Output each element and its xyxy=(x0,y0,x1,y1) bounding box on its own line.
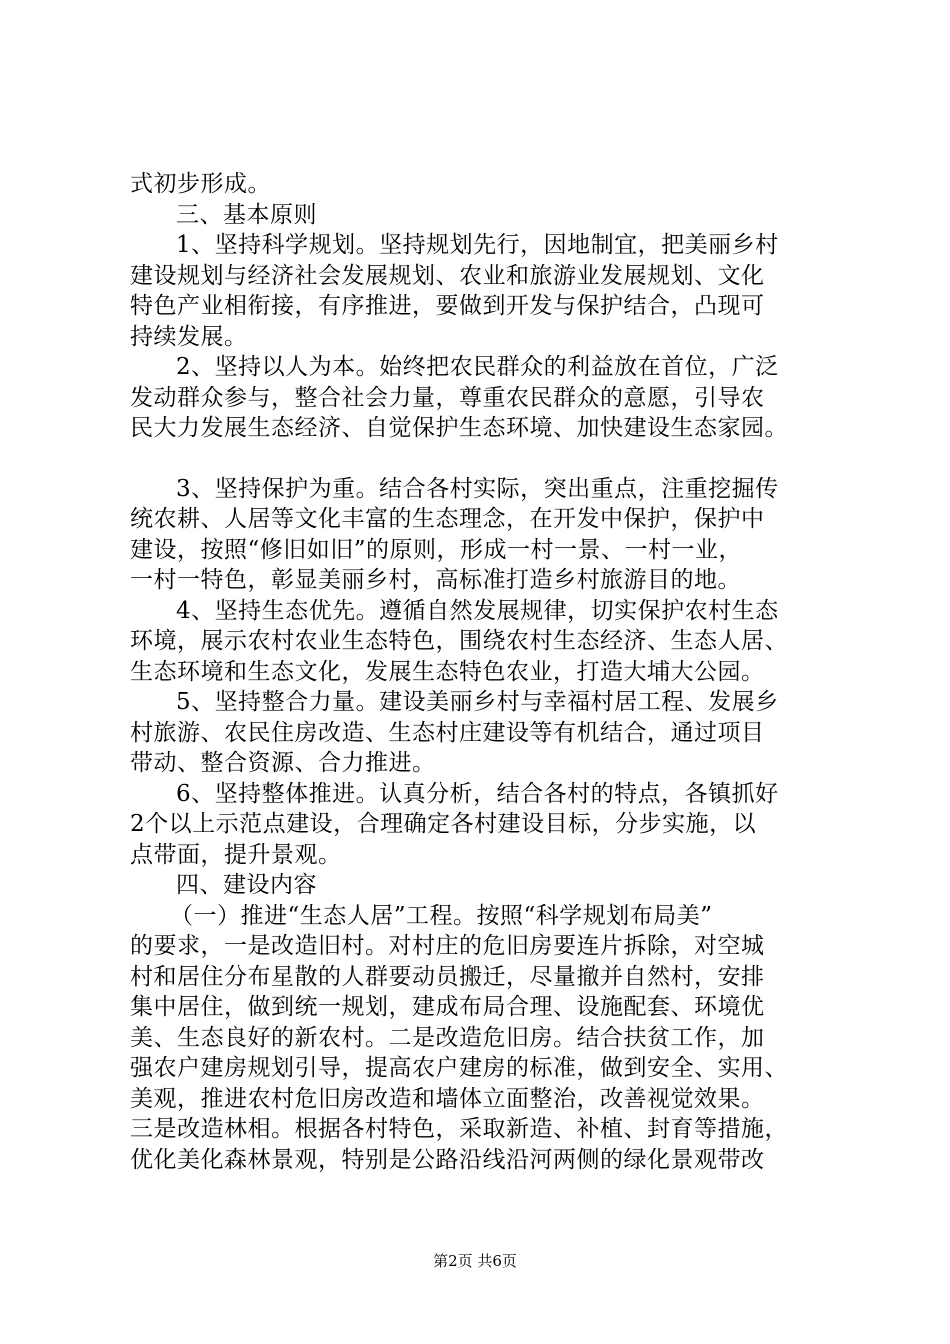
text-line: 5、坚持整合力量。建设美丽乡村与幸福村居工程、发展乡 xyxy=(176,689,779,715)
text-line: 三是改造林相。根据各村特色，采取新造、补植、封育等措施， xyxy=(130,1116,788,1142)
text-line: 优化美化森林景观，特别是公路沿线沿河两侧的绿化景观带改 xyxy=(130,1146,765,1173)
page-footer: 第2页 共6页 xyxy=(433,1252,517,1270)
paragraph-gap xyxy=(130,444,830,474)
text-line: 持续发展。 xyxy=(130,323,248,350)
text-line: 6、坚持整体推进。认真分析，结合各村的特点，各镇抓好 xyxy=(176,780,779,807)
text-line: 特色产业相衔接，有序推进，要做到开发与保护结合，凸现可 xyxy=(130,293,765,319)
text-line: 民大力发展生态经济、自觉保护生态环境、加快建设生态家园。 xyxy=(130,415,788,441)
text-line: 环境，展示农村农业生态特色，围绕农村生态经济、生态人居、 xyxy=(130,628,788,654)
text-line: 发动群众参与，整合社会力量，尊重农民群众的意愿，引导农 xyxy=(130,384,765,411)
text-line: 2个以上示范点建设，合理确定各村建设目标，分步实施，以 xyxy=(130,811,757,837)
section-heading: 四、建设内容 xyxy=(176,872,317,898)
text-line: 1、坚持科学规划。坚持规划先行，因地制宜，把美丽乡村 xyxy=(176,232,779,258)
text-line: 集中居住，做到统一规划，建成布局合理、设施配套、环境优 xyxy=(130,994,765,1020)
text-line: 建设，按照“修旧如旧”的原则，形成一村一景、一村一业， xyxy=(130,536,743,563)
text-line: 美观，推进农村危旧房改造和墙体立面整治，改善视觉效果。 xyxy=(130,1085,765,1112)
text-line: 带动、整合资源、合力推进。 xyxy=(130,750,436,776)
text-line: 点带面，提升景观。 xyxy=(130,841,342,868)
section-heading: 三、基本原则 xyxy=(176,201,317,228)
text-line: 村和居住分布星散的人群要动员搬迁，尽量撤并自然村，安排 xyxy=(130,963,765,990)
text-line: 建设规划与经济社会发展规划、农业和旅游业发展规划、文化 xyxy=(130,262,765,289)
text-line: （一）推进“生态人居”工程。按照“科学规划布局美” xyxy=(170,902,713,929)
text-line: 美、生态良好的新农村。二是改造危旧房。结合扶贫工作，加 xyxy=(130,1024,765,1051)
text-line: 4、坚持生态优先。遵循自然发展规律，切实保护农村生态 xyxy=(176,597,779,624)
text-line: 2、坚持以人为本。始终把农民群众的利益放在首位，广泛 xyxy=(176,354,779,380)
text-line: 生态环境和生态文化，发展生态特色农业，打造大埔大公园。 xyxy=(130,658,765,685)
text-line: 3、坚持保护为重。结合各村实际，突出重点，注重挖掘传 xyxy=(176,475,779,502)
text-line: 的要求，一是改造旧村。对村庄的危旧房要连片拆除，对空城 xyxy=(130,933,765,959)
text-line: 式初步形成。 xyxy=(130,171,271,197)
document-body xyxy=(130,169,830,1175)
text-line: 村旅游、农民住房改造、生态村庄建设等有机结合，通过项目 xyxy=(130,719,765,746)
text-line: 统农耕、人居等文化丰富的生态理念，在开发中保护，保护中 xyxy=(130,506,765,532)
text-line: 一村一特色，彰显美丽乡村，高标准打造乡村旅游目的地。 xyxy=(130,567,741,593)
text-line: 强农户建房规划引导，提高农户建房的标准，做到安全、实用、 xyxy=(130,1055,788,1081)
